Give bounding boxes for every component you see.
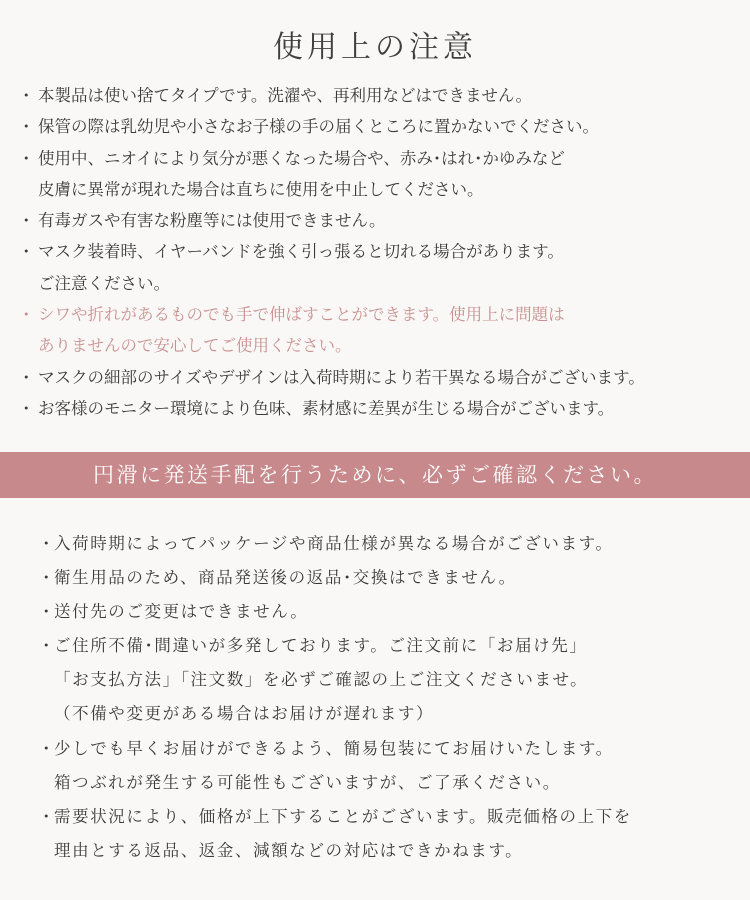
shipping-note bbox=[38, 561, 743, 595]
usage-note bbox=[18, 143, 743, 174]
note-text: 衛生用品のため、商品発送後の返品･交換はできません。 bbox=[54, 568, 517, 588]
note-text: マスク装着時、イヤーバンドを強く引っ張ると切れる場合があります。 bbox=[38, 242, 564, 262]
note-text: 保管の際は乳幼児や小さなお子様の手の届くところに置かないでください。 bbox=[38, 117, 599, 137]
bullet-icon: ・ bbox=[18, 398, 35, 418]
note-text: ご住所不備･間違いが多発しております。ご注文前に「お届け先」 bbox=[54, 636, 588, 656]
bullet-icon: ・ bbox=[18, 367, 35, 387]
note-text: シワや折れがあるものでも手で伸ばすことができます。使用上に問題は bbox=[38, 305, 565, 325]
bullet-icon: ・ bbox=[38, 806, 57, 826]
bullet-icon: ・ bbox=[18, 117, 35, 137]
usage-note bbox=[18, 111, 743, 142]
note-text: 理由とする返品、返金、減額などの対応はできかねます。 bbox=[54, 840, 524, 860]
bullet-icon: ・ bbox=[18, 242, 35, 262]
shipping-note bbox=[38, 732, 743, 766]
usage-note-continued bbox=[18, 268, 743, 299]
note-text: 本製品は使い捨てタイプです。洗濯や、再利用などはできません。 bbox=[38, 86, 533, 105]
shipping-note bbox=[38, 527, 743, 561]
note-text: ありませんので安心してご使用ください。 bbox=[38, 336, 352, 356]
bullet-icon: ・ bbox=[38, 738, 57, 758]
bullet-icon: ・ bbox=[18, 211, 35, 231]
usage-note-highlight bbox=[18, 299, 743, 330]
shipping-note bbox=[38, 595, 743, 629]
shipping-notes-list bbox=[38, 527, 743, 868]
usage-note-highlight-continued bbox=[18, 330, 743, 361]
usage-note bbox=[18, 362, 743, 393]
note-text: マスクの細部のサイズやデザインは入荷時期により若干異なる場合がございます。 bbox=[38, 367, 645, 387]
note-text: 「お支払方法」「注文数」を必ずご確認の上ご注文くださいませ。 bbox=[54, 670, 589, 690]
note-text: 皮膚に異常が現れた場合は直ちに使用を中止してください。 bbox=[38, 179, 484, 199]
shipping-note-continued bbox=[38, 697, 743, 731]
page-title: 使用上の注意 bbox=[273, 30, 477, 65]
confirmation-banner: 円滑に発送手配を行うために、必ずご確認ください。 bbox=[0, 452, 750, 498]
usage-note-continued bbox=[18, 174, 743, 205]
note-text: 需要状況により、価格が上下することがございます。販売価格の上下を bbox=[54, 806, 632, 826]
usage-note bbox=[18, 80, 743, 111]
usage-note bbox=[18, 236, 743, 267]
usage-note bbox=[18, 393, 743, 424]
note-text: 少しでも早くお届けができるよう、簡易包装にてお届けいたします。 bbox=[54, 738, 614, 758]
note-text: ご注意ください。 bbox=[38, 273, 170, 293]
bullet-icon: ・ bbox=[18, 148, 35, 168]
note-text: 入荷時期によってパッケージや商品仕様が異なる場合がございます。 bbox=[54, 534, 614, 553]
bullet-icon: ・ bbox=[18, 305, 35, 325]
shipping-note-continued bbox=[38, 834, 743, 868]
note-text: 使用中、ニオイにより気分が悪くなった場合や、赤み･はれ･かゆみなど bbox=[38, 148, 565, 168]
usage-notes-list bbox=[18, 80, 743, 424]
bullet-icon: ・ bbox=[38, 568, 57, 588]
shipping-note bbox=[38, 800, 743, 834]
note-text: 有毒ガスや有害な粉塵等には使用できません。 bbox=[38, 211, 386, 231]
note-text: （不備や変更がある場合はお届けが遅れます） bbox=[54, 704, 435, 724]
bullet-icon: ・ bbox=[38, 636, 57, 656]
usage-note bbox=[18, 205, 743, 236]
note-text: 箱つぶれが発生する可能性もございますが、ご了承ください。 bbox=[54, 772, 561, 792]
shipping-note-continued bbox=[38, 663, 743, 697]
note-text: 送付先のご変更はできません。 bbox=[54, 602, 309, 622]
bullet-icon: ・ bbox=[38, 602, 57, 622]
bullet-icon: ・ bbox=[38, 534, 57, 553]
shipping-note bbox=[38, 629, 743, 663]
shipping-note-continued bbox=[38, 766, 743, 800]
note-text: お客様のモニター環境により色味、素材感に差異が生じる場合がございます。 bbox=[38, 398, 615, 418]
bullet-icon: ・ bbox=[18, 86, 35, 105]
